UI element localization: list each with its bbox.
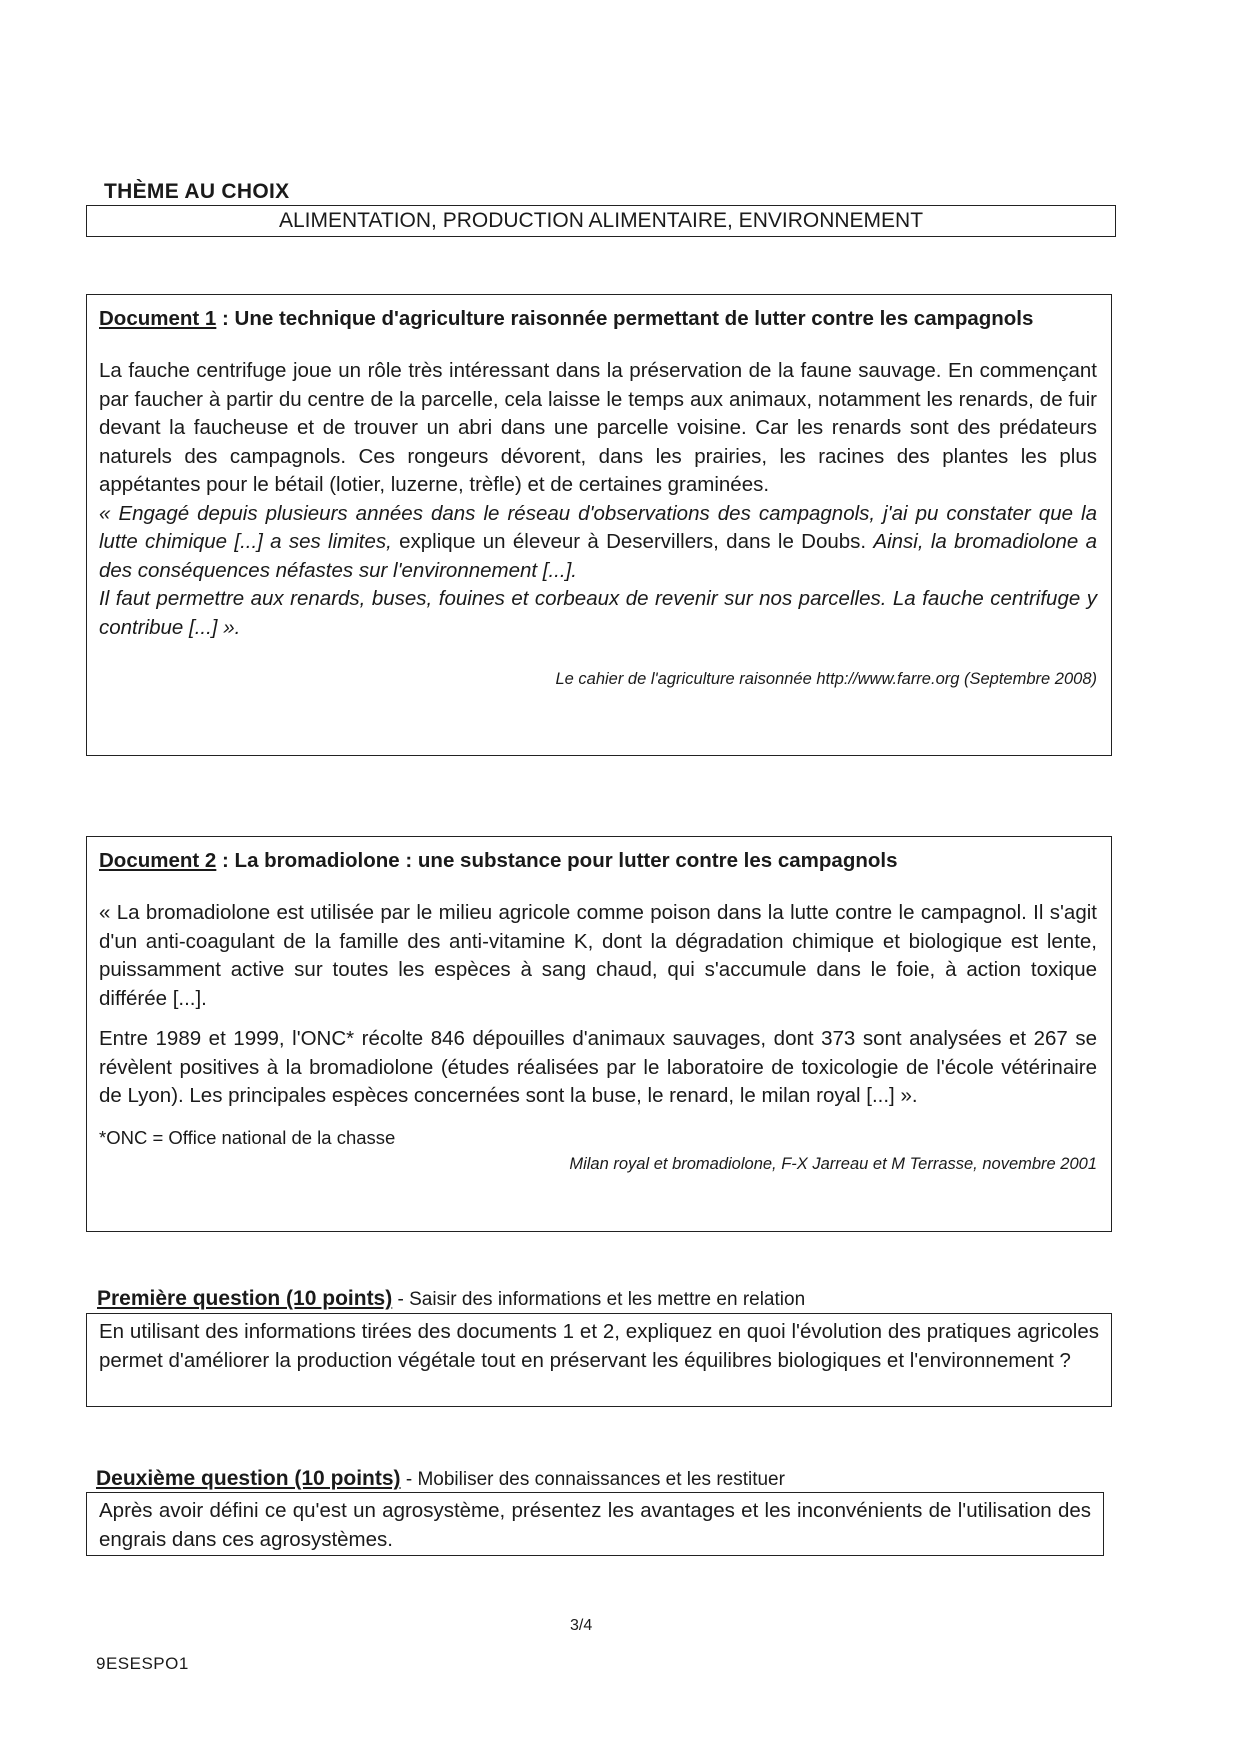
document-2-label: Document 2	[99, 849, 217, 872]
document-1	[86, 294, 1112, 756]
document-1-quote-c: Ainsi, la bromadiolone a des conséquences néfastes sur l'environnement [...].	[99, 530, 1098, 582]
question-2-label: Deuxième question (10 points)	[96, 1467, 401, 1490]
theme-title: THÈME AU CHOIX	[104, 180, 290, 203]
question-1-text: En utilisant des informations tirées des documents 1 et 2, expliquez en quoi l'évolution des pratiques agricoles permet d'améliorer la production végétale tout en préservant les équilibres biologiques et l'environnement ?	[99, 1320, 1099, 1372]
document-2-source: Milan royal et bromadiolone, F-X Jarreau et M Terrasse, novembre 2001	[569, 1154, 1097, 1173]
theme-subtitle-box	[86, 205, 1116, 237]
question-2-text: Après avoir défini ce qu'est un agrosystème, présentez les avantages et les inconvénients de l'utilisation des engrais dans ces agrosystèmes.	[99, 1499, 1091, 1551]
question-2-title	[96, 1465, 785, 1494]
document-1-quote-a: « Engagé depuis plusieurs années dans le réseau d'observations des campagnols, j'ai pu constater que la lutte chimique [...] a ses limites,	[99, 501, 1097, 553]
document-2	[86, 836, 1112, 1232]
document-2-title: : La bromadiolone : une substance pour lutter contre les campagnols	[216, 849, 898, 872]
document-1-text	[99, 357, 1097, 642]
document-1-quote-d: Il faut permettre aux renards, buses, fouines et corbeaux de revenir sur nos parcelles. La fauche centrifuge y contribue [...] ».	[99, 587, 1097, 639]
question-2-subtitle: - Mobiliser des connaissances et les restituer	[400, 1469, 785, 1490]
document-2-footnote: *ONC = Office national de la chasse	[99, 1126, 396, 1148]
question-1-title	[97, 1285, 805, 1314]
question-1-label: Première question (10 points)	[97, 1287, 393, 1310]
document-1-paragraph: La fauche centrifuge joue un rôle très intéressant dans la préservation de la faune sauvage. En commençant par faucher à partir du centre de la parcelle, cela laisse le temps aux animaux, notamment les renards, de fuir devant la faucheuse et de trouver un abri dans une parcelle voisine. Car les renards sont des prédateurs naturels des campagnols. Ces rongeurs dévorent, dans les prairies, les racines des plantes les plus appétantes pour le bétail (lotier, luzerne, trèfle) et de certaines graminées.	[99, 359, 1097, 496]
document-1-label: Document 1	[99, 307, 217, 330]
question-2-box	[86, 1492, 1104, 1556]
question-1-box	[86, 1313, 1112, 1407]
document-2-heading	[99, 847, 1097, 875]
document-2-paragraph-1: « La bromadiolone est utilisée par le milieu agricole comme poison dans la lutte contre le campagnol. Il s'agit d'un anti-coagulant de la famille des anti-vitamine K, dont la dégradation chimique et biologique est lente, puissamment active sur toutes les espèces à sang chaud, qui s'accumule dans le foie, à action toxique différée [...].	[99, 901, 1097, 1010]
document-1-heading	[99, 305, 1097, 333]
document-1-title: : Une technique d'agriculture raisonnée permettant de lutter contre les campagnols	[216, 307, 1034, 330]
page-number: 3/4	[570, 1617, 593, 1634]
document-1-source: Le cahier de l'agriculture raisonnée http://www.farre.org (Septembre 2008)	[555, 670, 1097, 688]
theme-subtitle: ALIMENTATION, PRODUCTION ALIMENTAIRE, ENVIRONNEMENT	[278, 209, 924, 232]
question-1-subtitle: - Saisir des informations et les mettre en relation	[392, 1289, 806, 1310]
document-2-paragraph-2: Entre 1989 et 1999, l'ONC* récolte 846 dépouilles d'animaux sauvages, dont 373 sont analysées et 267 se révèlent positives à la bromadiolone (études réalisées par le laboratoire de toxicologie de l'école vétérinaire de Lyon). Les principales espèces concernées sont la buse, le renard, le milan royal [...] ».	[99, 1027, 1097, 1107]
document-code: 9ESESPO1	[96, 1654, 189, 1673]
document-1-quote-b: explique un éleveur à Deservillers, dans le Doubs.	[391, 530, 874, 553]
